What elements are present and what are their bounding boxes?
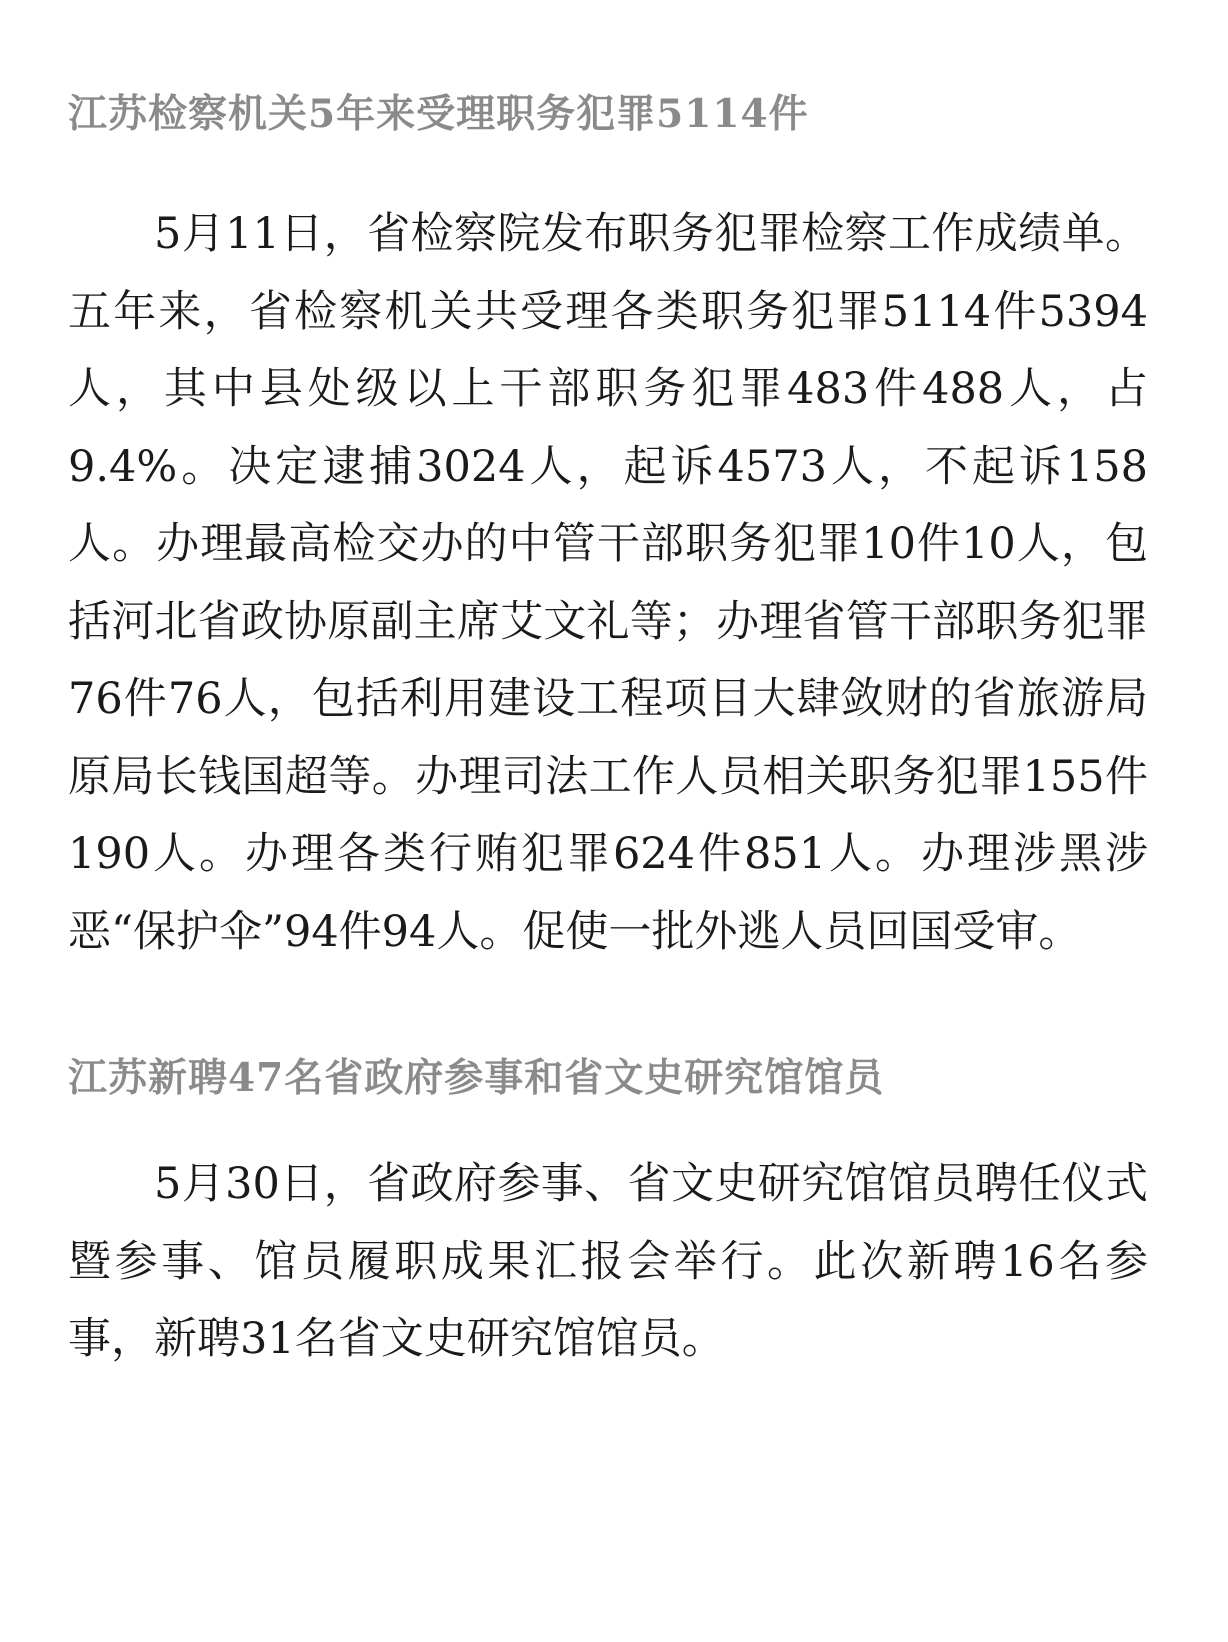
article-headline: 江苏新聘47名省政府参事和省文史研究馆馆员	[68, 1055, 885, 1101]
news-article-procuratorate	[68, 84, 1148, 971]
article-body: 5月30日，省政府参事、省文史研究馆馆员聘任仪式暨参事、馆员履职成果汇报会举行。此次新聘16名参事，新聘31名省文史研究馆馆员。	[68, 1159, 1148, 1364]
news-article-counselors	[68, 1048, 1148, 1379]
article-body: 5月11日，省检察院发布职务犯罪检察工作成绩单。五年来，省检察机关共受理各类职务犯罪5114件5394人，其中县处级以上干部职务犯罪483件488人，占9.4%。决定逮捕3024人，起诉4573人，不起诉158人。办理最高检交办的中管干部职务犯罪10件10人，包括河北省政协原副主席艾文礼等；办理省管干部职务犯罪76件76人，包括利用建设工程项目大肆敛财的省旅游局原局长钱国超等。办理司法工作人员相关职务犯罪155件190人。办理各类行贿犯罪624件851人。办理涉黑涉恶“保护伞”94件94人。促使一批外逃人员回国受审。	[68, 209, 1148, 957]
article-headline: 江苏检察机关5年来受理职务犯罪5114件	[68, 91, 809, 137]
